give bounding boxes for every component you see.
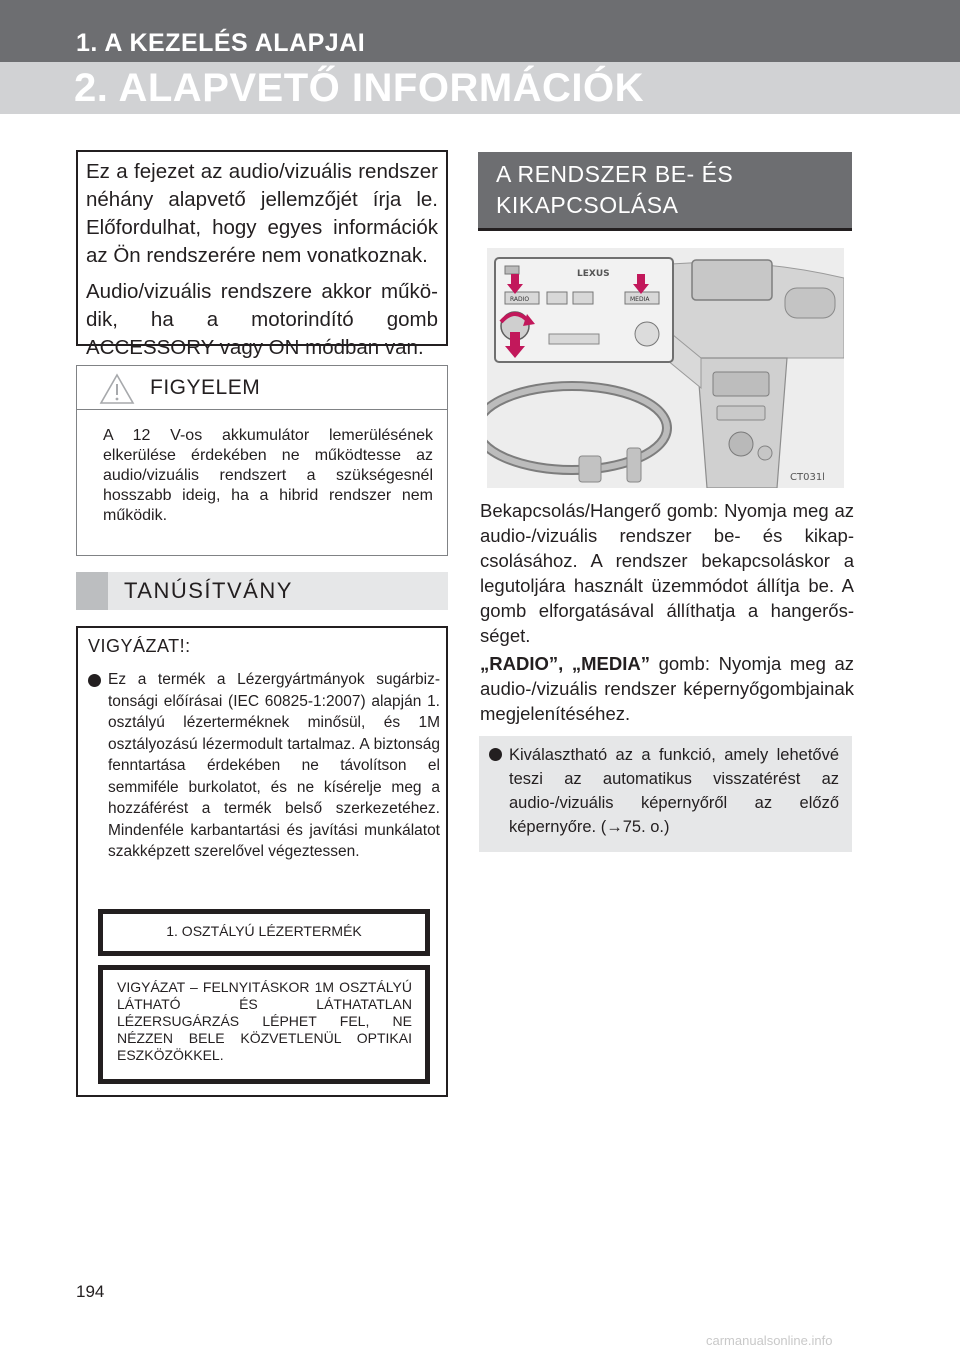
page-number: 194 bbox=[76, 1282, 105, 1301]
caution-title: VIGYÁZAT!: bbox=[88, 636, 191, 656]
caution-text: Ez a termék a Lézergyártmányok sugárbiztonsági előírásai (IEC 60825-1:2007) alapján 1. osztályú lézerterméknek minősül, és 1M osztályozású lézermodult tartalmaz. A biztonság fenntartása érdekében ne távolítson el semmiféle burkolatot, és ne kísérelje meg a hozzáférést a termék belső szerkezetéhez. Mindenféle karbantartási és javítási munkálatot szakképzett szerelővel végeztessen. bbox=[108, 671, 440, 860]
caution-box bbox=[76, 626, 448, 1097]
dashboard-illustration bbox=[487, 248, 844, 488]
bullet-icon bbox=[88, 674, 101, 687]
bullet-icon bbox=[489, 748, 502, 761]
section-rule bbox=[478, 228, 852, 231]
warning-triangle-icon bbox=[99, 373, 135, 405]
illustration-radio-label: RADIO bbox=[510, 296, 530, 303]
intro-paragraph-1: Ez a fejezet az audio/vizuális rendszer néhány alapvető jellemzőjét írja le. Előfordulhat, hogy egyes információk az Ön rendszerére nem vonatkoznak. bbox=[86, 160, 438, 267]
notice-header bbox=[77, 366, 447, 410]
info-box bbox=[479, 736, 852, 852]
radio-media-button-names: „RADIO”, „MEDIA” bbox=[480, 653, 650, 674]
radio-media-description bbox=[480, 651, 854, 726]
laser-warning-label-text: VIGYÁZAT – FELNYITÁSKOR 1M OSZTÁLYÚ LÁTHATÓ ÉS LÁTHATATLAN LÉZERSUGÁRZÁS LÉPHET FEL, NE NÉZZEN BELE KÖZVETLENÜL OPTIKAI ESZKÖZÖKKEL. bbox=[117, 979, 412, 1063]
laser-class-label-text: 1. OSZTÁLYÚ LÉZERTERMÉK bbox=[166, 923, 362, 939]
intro-paragraph-2: Audio/vizuális rendszere akkor működik, ha a motorindító gomb ACCESSORY vagy ON módban van. bbox=[86, 280, 438, 359]
dashboard-drawing bbox=[487, 248, 844, 488]
laser-class-label bbox=[98, 909, 430, 956]
section-label-power: A RENDSZER BE- ÉS KIKAPCSOLÁSA bbox=[496, 161, 734, 218]
section-marker bbox=[76, 572, 108, 610]
power-button-description: Bekapcsolás/Hangerő gomb: Nyomja meg az audio-/vizuális rendszer be- és kikapcsolásához. A rendszer bekapcsoláskor a legutoljára használt üzemmódot állítja be. A gomb elforgatásával állíthatja a hangerősséget. bbox=[480, 500, 854, 646]
chapter-title: 1. A KEZELÉS ALAPJAI bbox=[76, 29, 366, 57]
info-text: Kiválasztható az a funkció, amely lehetővé teszi az automatikus visszatérést az audio-/vizuális képernyőről az előző képernyőre. (→75. o.) bbox=[509, 746, 839, 836]
illustration-code: CT031l bbox=[790, 472, 825, 483]
page-title: 2. ALAPVETŐ INFORMÁCIÓK bbox=[74, 66, 645, 110]
illustration-media-label: MEDIA bbox=[630, 296, 650, 303]
intro-box bbox=[76, 150, 448, 359]
notice-box bbox=[76, 365, 448, 556]
notice-text: A 12 V-os akkumulátor lemerülésének elkerülése érdekében ne működtesse az audio/vizuális rendszert a szükségesnél hosszabb ideig, ha a hibrid rendszer nem működik. bbox=[103, 427, 433, 524]
section-header-certificate bbox=[76, 572, 448, 610]
watermark: carmanualsonline.info bbox=[706, 1333, 833, 1348]
notice-label: FIGYELEM bbox=[150, 376, 261, 399]
radio-media-text: gomb: Nyomja meg az audio-/vizuális rendszer képernyőgombjainak megjelenítéséhez. bbox=[480, 653, 855, 724]
illustration-brand: LEXUS bbox=[577, 269, 610, 279]
laser-warning-label bbox=[98, 965, 430, 1084]
section-header-power bbox=[478, 152, 852, 228]
section-label-certificate: TANÚSÍTVÁNY bbox=[124, 578, 293, 603]
